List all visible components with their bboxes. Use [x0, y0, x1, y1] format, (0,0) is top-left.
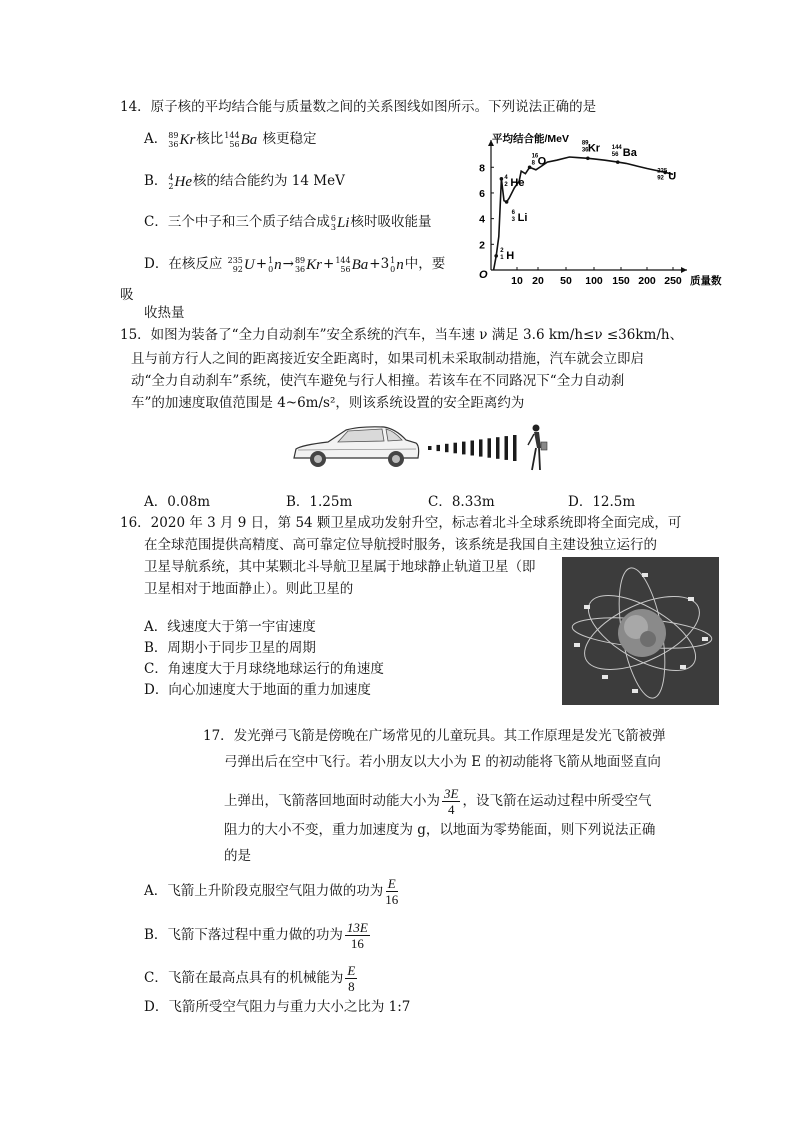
- nuclide-z: 8: [531, 160, 535, 167]
- q14-d-wrap: 吸: [120, 287, 134, 303]
- x-axis-arrow: [681, 267, 687, 273]
- x-tick-label: 100: [585, 275, 603, 287]
- x-tick-label: 20: [532, 275, 544, 287]
- q15-option-d[interactable]: D．12.5m: [568, 494, 636, 510]
- q16-option-d[interactable]: D．向心加速度大于地面的重力加速度: [144, 682, 371, 698]
- chart-origin: O: [479, 269, 488, 281]
- q15-option-a[interactable]: A．0.08m: [144, 494, 211, 510]
- option-label: B．: [144, 173, 168, 189]
- option-text: 在核反应: [168, 256, 223, 272]
- kr-nuclide: 89 36 Kr: [294, 256, 322, 274]
- q16-line4: 卫星相对于地面静止）。则此卫星的: [144, 581, 354, 597]
- nuclide-z: 56: [611, 152, 619, 159]
- q16-line1: 16．2020 年 3 月 9 日，第 54 颗卫星成功发射升空，标志着北斗全球系统即将全面完成，可: [120, 515, 682, 531]
- car-braking-illustration: [288, 418, 553, 478]
- radar-wave-bar: [428, 446, 432, 450]
- q17-line2: 弓弹出后在空中飞行。若小朋友以大小为 E 的初动能将飞箭从地面竖直向: [224, 754, 661, 770]
- data-point: [500, 177, 504, 181]
- x-tick-label: 50: [560, 275, 572, 287]
- nuclide-mass: 16: [531, 153, 539, 160]
- q17-line3: 上弹出，飞箭落回地面时动能大小为 $\frac{3E}{4}$ ，设飞箭在运动过程中所受空气: [224, 786, 652, 817]
- nuclide-z: 1: [500, 254, 504, 261]
- nuclide-label-o: [532, 153, 547, 167]
- data-point: [616, 160, 620, 164]
- radar-wave-bar: [471, 441, 475, 456]
- ba-nuclide: 144 56 Ba: [224, 131, 258, 149]
- plus-three: +3: [369, 256, 390, 272]
- nuclide-symbol: He: [510, 176, 525, 189]
- data-point: [505, 200, 509, 204]
- radar-wave-bar: [505, 436, 509, 460]
- radar-wave-bar: [445, 444, 449, 452]
- q15-line2: 且与前方行人之间的距离接近安全距离时，如果司机未采取制动措施，汽车就会立即启: [131, 351, 644, 367]
- chart-title: 平均结合能/MeV: [492, 133, 570, 145]
- q15-line4: 车”的加速度取值范围是 4~6m/s²，则该系统设置的安全距离约为: [131, 395, 525, 411]
- nuclide-mass: 4: [504, 174, 508, 181]
- radar-wave-bar: [479, 439, 483, 456]
- q17-option-b[interactable]: B．飞箭下落过程中重力做的功为 $\frac{13E}{16}$: [144, 920, 368, 951]
- nuclide-z: 36: [581, 147, 589, 154]
- nuclide-label-he: [504, 175, 524, 189]
- nuclide-z: 2: [504, 181, 508, 188]
- q14-option-a[interactable]: [144, 129, 317, 150]
- nuclide-mass: 144: [611, 145, 622, 152]
- q14-option-d[interactable]: [144, 254, 445, 275]
- x-tick-label: 150: [612, 275, 630, 287]
- q14-stem: 14．原子核的平均结合能与质量数之间的关系图线如图所示。下列说法正确的是: [120, 99, 597, 115]
- q16-line3: 卫星导航系统，其中某颗北斗导航卫星属于地球静止轨道卫星（即: [144, 559, 536, 575]
- option-text: 核比: [196, 131, 224, 147]
- radar-wave-bar: [513, 435, 517, 461]
- nuclide-z: 3: [511, 216, 515, 223]
- pedestrian-icon: [528, 425, 547, 471]
- nuclide-symbol: U: [668, 170, 677, 183]
- kr-nuclide: 89 36 Kr: [168, 131, 196, 149]
- radar-wave-bar: [496, 437, 500, 459]
- q15-option-b[interactable]: B．1.25m: [286, 494, 353, 510]
- option-text: 核时吸收能量: [350, 214, 432, 230]
- x-tick-label: 250: [664, 275, 682, 287]
- q15-line3: 动“全力自动刹车”系统，使汽车避免与行人相撞。若该车在不同路况下“全力自动刹: [131, 373, 625, 389]
- q16-line2: 在全球范围提供高精度、高可靠定位导航授时服务，该系统是我国自主建设独立运行的: [144, 537, 657, 553]
- nuclide-symbol: H: [506, 249, 515, 262]
- binding-energy-chart: [472, 130, 734, 290]
- x-tick-label: 200: [638, 275, 656, 287]
- q17-option-a[interactable]: A．飞箭上升阶段克服空气阻力做的功为 $\frac{E}{16}$: [144, 876, 399, 907]
- option-text: 核的结合能约为 14 MeV: [193, 173, 345, 189]
- fraction: $\frac{3E}{4}$: [444, 786, 459, 817]
- nuclide-label-li: [512, 210, 528, 224]
- q17-line4: 阻力的大小不变，重力加速度为 g，以地面为零势能面，则下列说法正确: [224, 822, 656, 838]
- y-tick-label: 8: [479, 162, 485, 175]
- nuclide-symbol: O: [537, 155, 547, 168]
- y-tick-label: 6: [479, 187, 485, 200]
- nuclide-mass: 235: [657, 168, 668, 175]
- radar-wave-bar: [462, 442, 466, 455]
- option-label: A．: [144, 131, 168, 147]
- nuclide-symbol: Kr: [587, 142, 601, 155]
- nuclide-symbol: Ba: [622, 147, 637, 160]
- q14-option-c[interactable]: [144, 212, 431, 233]
- radar-waves-icon: [428, 435, 517, 461]
- nuclide-label-ba: [612, 145, 638, 159]
- nuclide-mass: 2: [500, 247, 504, 254]
- he-nuclide: 4 2 He: [168, 173, 193, 191]
- nuclide-z: 92: [657, 175, 664, 182]
- q17-option-d[interactable]: D．飞箭所受空气阻力与重力大小之比为 1:7: [144, 999, 411, 1015]
- arrow: →: [282, 256, 294, 272]
- option-text: 核更稳定: [262, 131, 317, 147]
- u-nuclide: 235 92 U: [227, 256, 255, 274]
- nuclide-mass: 89: [581, 140, 589, 147]
- q17-line1: 17．发光弹弓飞箭是傍晚在广场常见的儿童玩具。其工作原理是发光飞箭被弹: [203, 728, 666, 744]
- nuclide-symbol: Li: [517, 211, 528, 224]
- nuclide-label-kr: [582, 140, 601, 154]
- q15-line1: 15．如图为装备了“全力自动刹车”安全系统的汽车，当车速 ν 满足 3.6 km/h≤ν ≤36km/h、: [120, 327, 684, 343]
- plus-sign: +: [323, 256, 335, 272]
- q14-option-b[interactable]: [144, 171, 345, 192]
- option-label: D．: [144, 256, 169, 272]
- nuclide-label-u: [657, 168, 676, 182]
- neutron: 1 0 n: [390, 256, 404, 274]
- li-nuclide: 6 3 Li: [330, 214, 350, 232]
- data-point: [494, 254, 498, 258]
- data-point: [586, 156, 590, 160]
- nuclide-label-h: [500, 248, 514, 262]
- option-text: 中，要: [404, 256, 446, 272]
- neutron: 1 0 n: [268, 256, 282, 274]
- q17-option-c[interactable]: C．飞箭在最高点具有的机械能为 $\frac{E}{8}$: [144, 963, 356, 994]
- q16-option-a[interactable]: A．线速度大于第一宇宙速度: [144, 619, 316, 635]
- q16-option-b[interactable]: B．周期小于同步卫星的周期: [144, 640, 316, 656]
- chart-xlabel: 质量数: [690, 275, 722, 287]
- option-label: C．: [144, 214, 168, 230]
- radar-wave-bar: [437, 445, 441, 451]
- beidou-satellite-image: [562, 557, 719, 705]
- y-tick-label: 2: [479, 239, 485, 252]
- nuclide-mass: 6: [511, 209, 515, 216]
- y-tick-label: 4: [479, 213, 485, 226]
- q14-d-wrap2: 收热量: [144, 305, 185, 321]
- q17-line5: 的是: [224, 848, 251, 864]
- car-icon: [294, 427, 419, 467]
- option-text: 三个中子和三个质子结合成: [167, 214, 330, 230]
- radar-wave-bar: [488, 438, 492, 457]
- q16-option-c[interactable]: C．角速度大于月球绕地球运行的角速度: [144, 661, 384, 677]
- radar-wave-bar: [454, 443, 458, 454]
- ba-nuclide: 144 56 Ba: [335, 256, 369, 274]
- q15-option-c[interactable]: C．8.33m: [428, 494, 495, 510]
- plus-sign: +: [255, 256, 268, 272]
- x-tick-label: 10: [511, 275, 523, 287]
